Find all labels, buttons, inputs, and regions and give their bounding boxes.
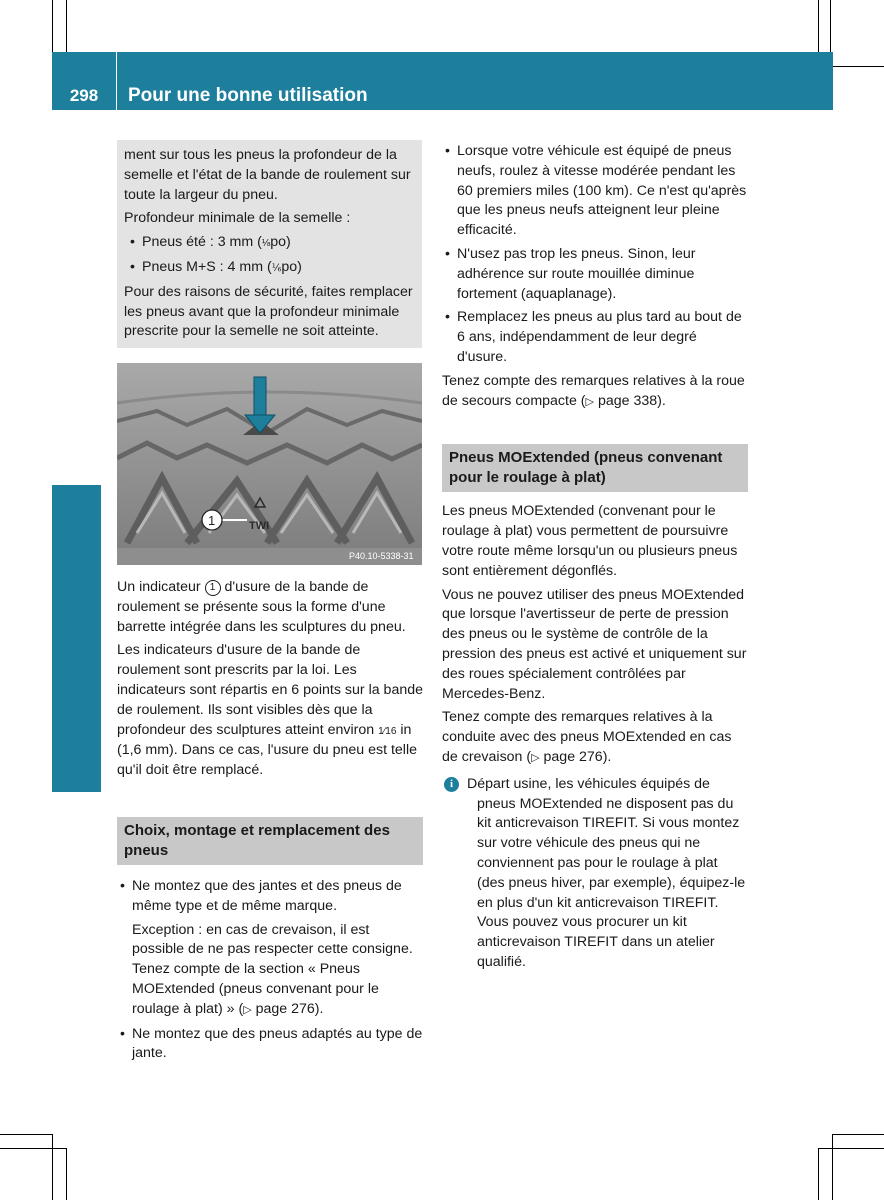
crop-mark [818,1148,819,1200]
crop-mark [52,0,53,52]
paragraph: Tenez compte des remarques relatives à la conduite avec des pneus MOExtended en cas de crevaison (▷ page 276). [442,709,732,765]
arrow-icon: ▷ [531,751,540,764]
bullet-icon: • [130,234,135,251]
callout-number: 1 [205,580,221,596]
header-separator [116,52,117,110]
crop-mark [66,1148,67,1200]
callout-number: 1 [208,513,216,528]
crop-mark [833,66,884,67]
fraction: 1⁄16 [378,725,397,737]
page-title: Pour une bonne utilisation [128,85,368,106]
side-tab-label: Jantes et pneumatiques [65,520,86,726]
bullet-icon: • [120,1025,125,1042]
crop-mark [52,1134,53,1200]
info-icon: i [444,777,459,792]
section-heading: Pneus MOExtended (pneus convenant pour le roulage à plat) [442,444,748,492]
paragraph: Vous ne pouvez utiliser des pneus MOExtended que lorsque l'avertisseur de perte de pression des pneus ou le système de contrôle de la pression des pneus est activé et uniquement sur des roues spécialement contrôlées par Mercedes-Benz. [442,586,747,702]
list-item: • Pneus M+S : 4 mm (⅙po) [127,258,416,279]
box-paragraph: Profondeur minimale de la semelle : [124,210,351,227]
list-item: • Remplacez les pneus au plus tard au bout de 6 ans, indépendamment de leur degré d'usure. [445,309,742,365]
crop-mark [830,0,831,52]
list-item: • Pneus été : 3 mm (⅛po) [127,233,416,254]
list-item: • Ne montez que des pneus adaptés au type de jante. [120,1025,423,1062]
paragraph: Un indicateur 1 d'usure de la bande de roulement se présente sous la forme d'une barrette intégrée dans les sculptures du pneu. [117,579,406,635]
arrow-icon: ▷ [243,1003,252,1016]
fraction: ⅙ [271,262,282,274]
list-item: • Ne montez que des jantes et des pneus de même type et de même marque. [120,877,402,914]
box-paragraph: ment sur tous les pneus la profondeur de la semelle et l'état de la bande de roulement sur toute la largeur du pneu. [124,147,411,203]
page-number: 298 [69,86,99,105]
section-heading: Choix, montage et remplacement des pneus [117,817,423,865]
right-column [442,142,748,973]
bullet-icon: • [445,245,450,262]
list-item: • N'usez pas trop les pneus. Sinon, leur adhérence sur route mouillée diminue fortement (aquaplanage). [445,245,696,302]
crop-mark [0,1148,66,1149]
tire-tread-illustration [117,363,422,565]
bullet-icon: • [130,258,135,275]
arrow-icon: ▷ [585,395,594,408]
crop-mark [0,1134,52,1135]
left-column [117,578,423,1068]
bullet-icon: • [120,877,125,894]
crop-mark [818,1148,884,1149]
crop-mark [832,1134,833,1200]
paragraph: Les indicateurs d'usure de la bande de roulement sont prescrits par la loi. Les indicateurs sont répartis en 6 points sur la bande de roulement. Ils sont visibles dès que la profondeur des sculptures atteint environ 1⁄16 in (1,6 mm). Dans ce cas, l'usure du pneu est telle qu'il doit être remplacé. [117,642,424,779]
crop-mark [818,0,819,52]
fraction: ⅛ [261,238,271,250]
figure-code: P40.10-5338-31 [349,551,414,561]
list-item: • Lorsque votre véhicule est équipé de pneus neufs, roulez à vitesse modérée pendant les 60 premiers miles (100 km). Ce n'est qu'après que les pneus neufs atteignent leur pleine efficacité. [445,143,747,239]
bullet-icon: • [445,309,450,326]
paragraph: Les pneus MOExtended (convenant pour le roulage à plat) vous permettent de poursuivre votre route même lorsqu'un ou plusieurs pneus sont entièrement dégonflés. [442,503,738,579]
twi-label: TWI [249,520,270,532]
bullet-icon: • [445,143,450,159]
crop-mark [833,1134,884,1135]
paragraph: Tenez compte des remarques relatives à la roue de secours compacte (▷ page 338). [442,372,745,409]
tread-depth-box [117,140,422,348]
info-note: i Départ usine, les véhicules équipés de pneus MOExtended ne disposent pas du kit anticrevaison TIREFIT. Si vous montez sur votre véhicule des pneus qui ne conviennent pas pour le roulage à plat (des pneus hiver, par exemple), équipez-le en plus d'un kit anticrevaison TIREFIT. Vous pouvez vous procurer un kit anticrevaison TIREFIT dans un atelier qualifié. [442,775,748,973]
list-item-note: Exception : en cas de crevaison, il est possible de ne pas respecter cette consigne. Tenez compte de la section « Pneus MOExtended (pneus convenant pour le roulage à plat) » (▷ page 276). [132,921,413,1017]
box-paragraph: Pour des raisons de sécurité, faites remplacer les pneus avant que la profondeur minimale prescrite pour la semelle ne soit atteinte. [124,283,413,340]
crop-mark [66,0,67,52]
